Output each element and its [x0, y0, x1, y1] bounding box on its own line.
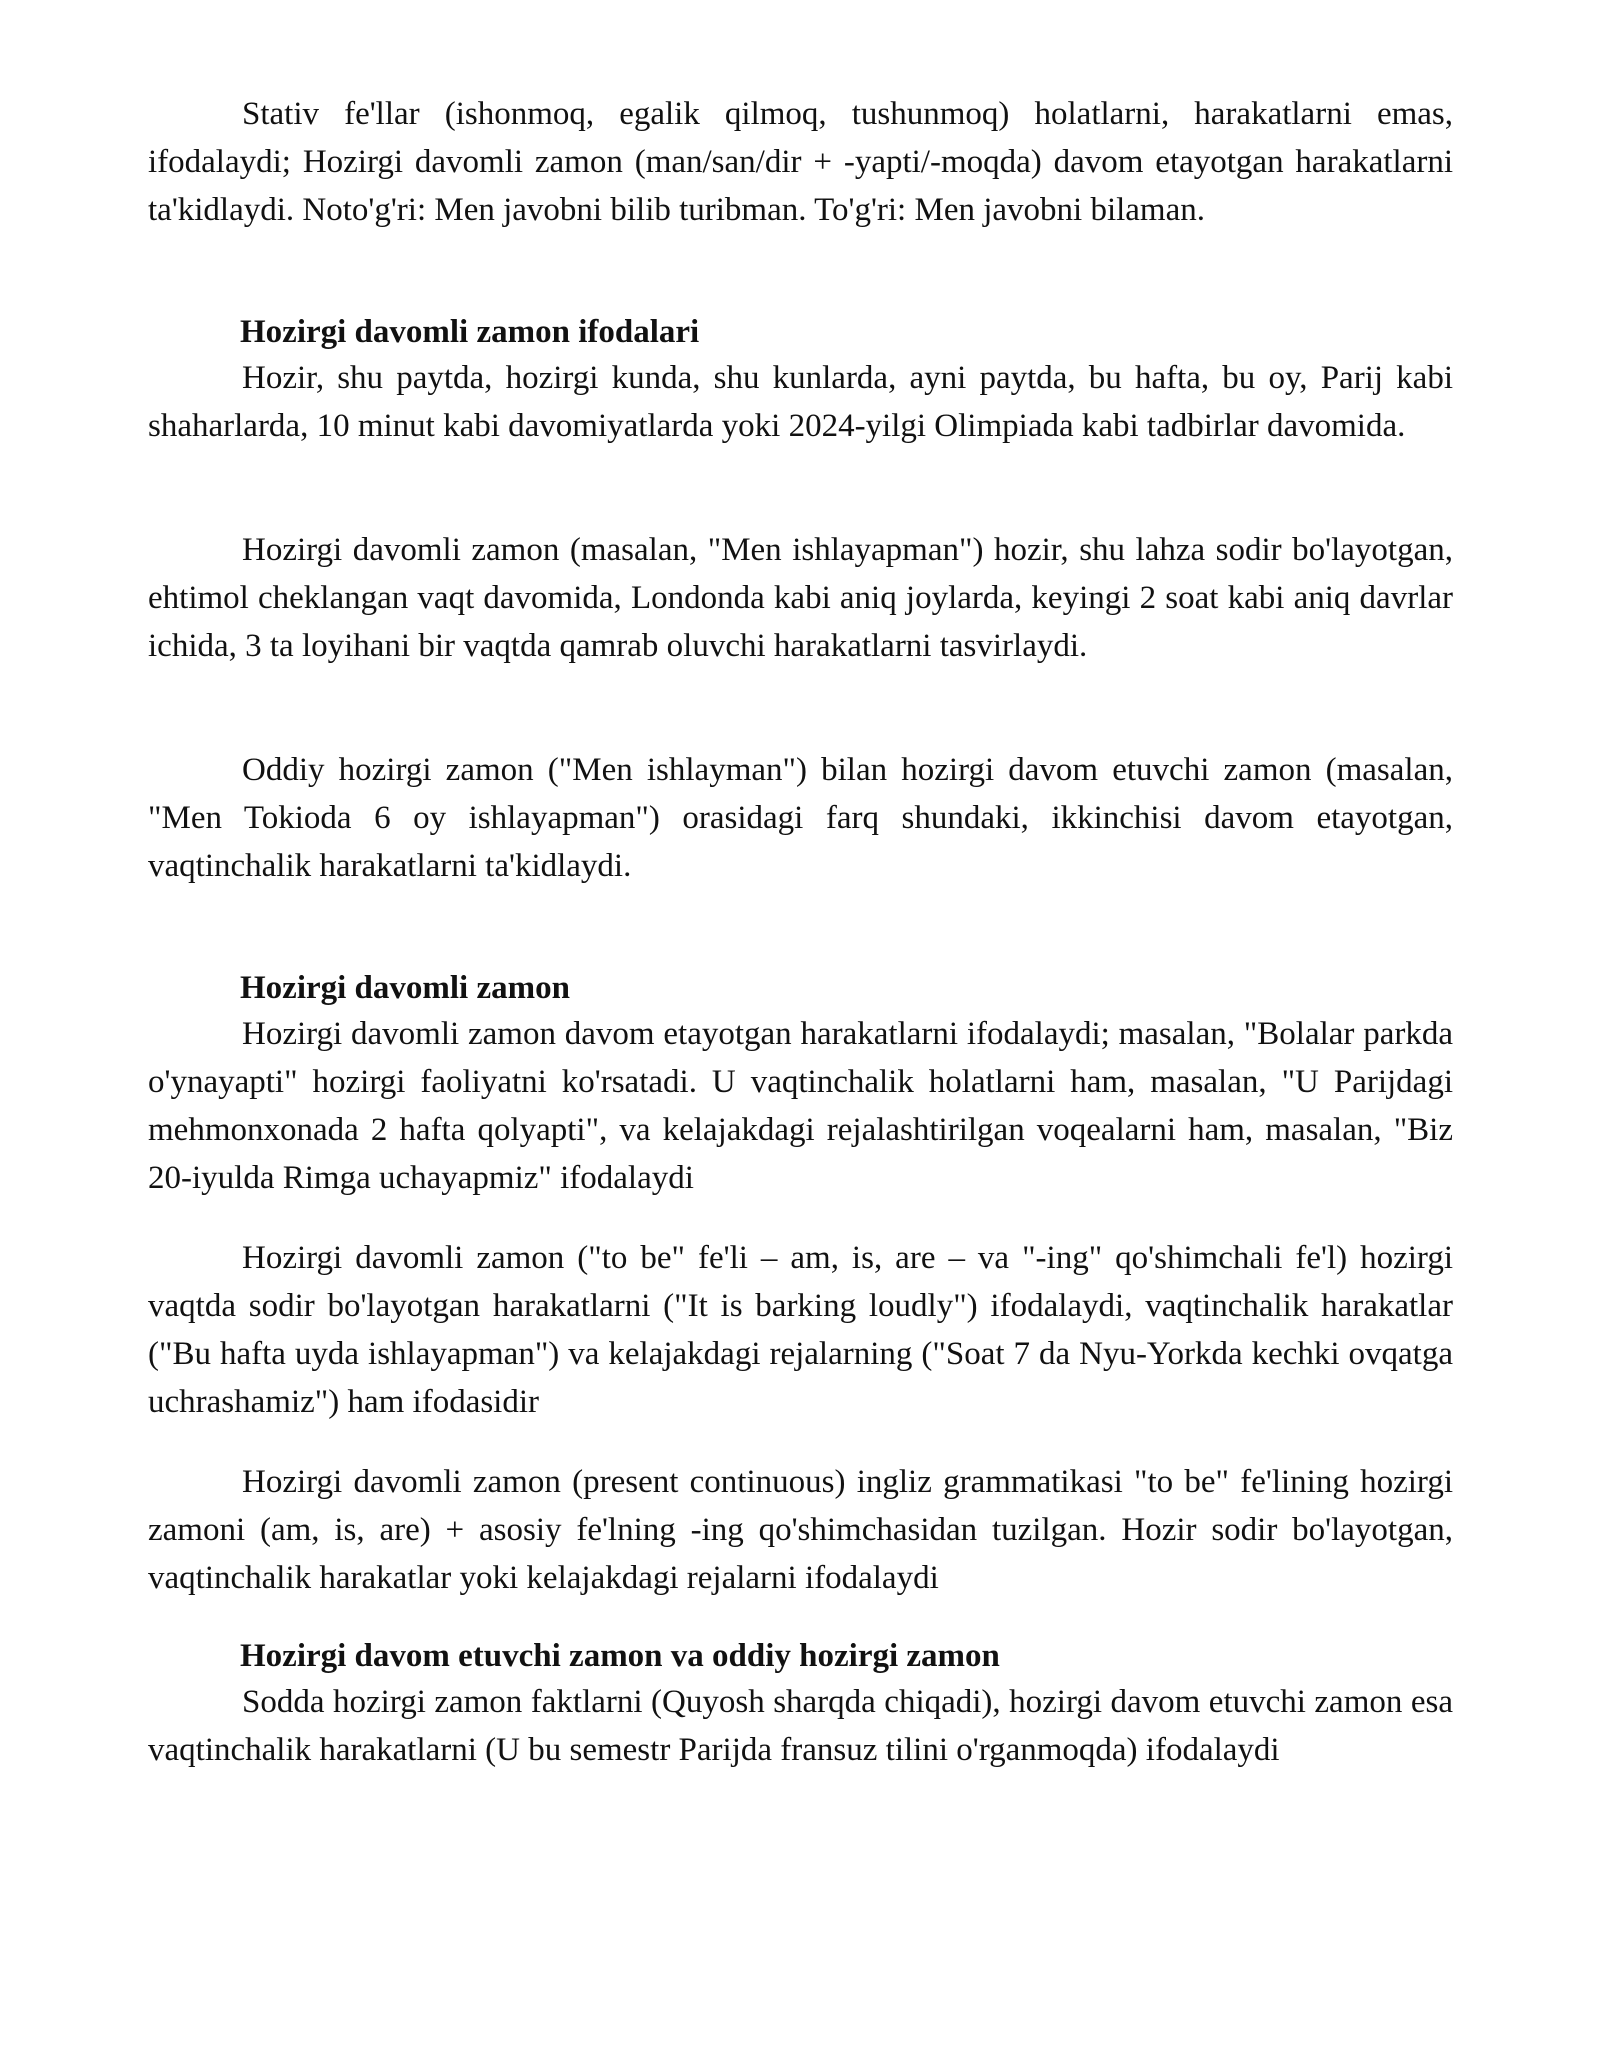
heading-expressions: Hozirgi davomli zamon ifodalari [240, 314, 700, 350]
spacer [148, 1202, 1453, 1234]
paragraph-time-expressions: Hozir, shu paytda, hozirgi kunda, shu kunlarda, ayni paytda, bu hafta, bu oy, Parij kabi shaharlarda, 10 minut kabi davomiyatlarda yoki 2024-yilgi Olimpiada kabi tadbirlar davomida. [148, 360, 1453, 444]
spacer [148, 890, 1453, 966]
paragraph-to-be-ing: Hozirgi davomli zamon ("to be" fe'li – am, is, are – va "-ing" qo'shimchali fe'l) hozirgi vaqtda sodir bo'layotgan harakatlarni ("It is barking loudly") ifodalaydi, vaqtinchalik harakatlar ("Bu hafta uyda ishlayapman") va kelajakdagi rejalarning ("Soat 7 da Nyu-Yorkda kechki ovqatga uchrashamiz") ham ifodasidir [148, 1240, 1453, 1420]
spacer [148, 670, 1453, 746]
spacer [148, 1602, 1453, 1634]
paragraph-ongoing-actions: Hozirgi davomli zamon davom etayotgan harakatlarni ifodalaydi; masalan, "Bolalar parkda o'ynayapti" hozirgi faoliyatni ko'rsatadi. U vaqtinchalik holatlarni ham, masalan, "U Parijdagi mehmonxonada 2 hafta qolyapti", va kelajakdagi rejalashtirilgan voqealarni ham, masalan, "Biz 20-iyulda Rimga uchayapmiz" ifodalaydi [148, 1016, 1453, 1196]
spacer [148, 234, 1453, 310]
heading-continuous-vs-simple: Hozirgi davom etuvchi zamon va oddiy hozirgi zamon [240, 1638, 1000, 1674]
paragraph-facts-vs-temporary: Sodda hozirgi zamon faktlarni (Quyosh sharqda chiqadi), hozirgi davom etuvchi zamon esa vaqtinchalik harakatlarni (U bu semestr Parijda fransuz tilini o'rganmoqda) ifodalaydi [148, 1684, 1453, 1768]
spacer [148, 1426, 1453, 1458]
paragraph-english-grammar: Hozirgi davomli zamon (present continuous) ingliz grammatikasi "to be" fe'lining hozirgi zamoni (am, is, are) + asosiy fe'lning -ing qo'shimchasidan tuzilgan. Hozir sodir bo'layotgan, vaqtinchalik harakatlar yoki kelajakdagi rejalarni ifodalaydi [148, 1464, 1453, 1596]
paragraph-stative-verbs: Stativ fe'llar (ishonmoq, egalik qilmoq, tushunmoq) holatlarni, harakatlarni emas, ifodalaydi; Hozirgi davomli zamon (man/san/dir + -yapti/-moqda) davom etayotgan harakatlarni ta'kidlaydi. Noto'g'ri: Men javobni bilib turibman. To'g'ri: Men javobni bilaman. [148, 96, 1453, 228]
document-page [148, 90, 1453, 1774]
spacer [148, 450, 1453, 526]
heading-present-continuous: Hozirgi davomli zamon [240, 970, 570, 1006]
paragraph-present-continuous-usage: Hozirgi davomli zamon (masalan, "Men ishlayapman") hozir, shu lahza sodir bo'layotgan, ehtimol cheklangan vaqt davomida, Londonda kabi aniq joylarda, keyingi 2 soat kabi aniq davrlar ichida, 3 ta loyihani bir vaqtda qamrab oluvchi harakatlarni tasvirlaydi. [148, 532, 1453, 664]
paragraph-simple-vs-continuous: Oddiy hozirgi zamon ("Men ishlayman") bilan hozirgi davom etuvchi zamon (masalan, "Men Tokioda 6 oy ishlayapman") orasidagi farq shundaki, ikkinchisi davom etayotgan, vaqtinchalik harakatlarni ta'kidlaydi. [148, 752, 1453, 884]
